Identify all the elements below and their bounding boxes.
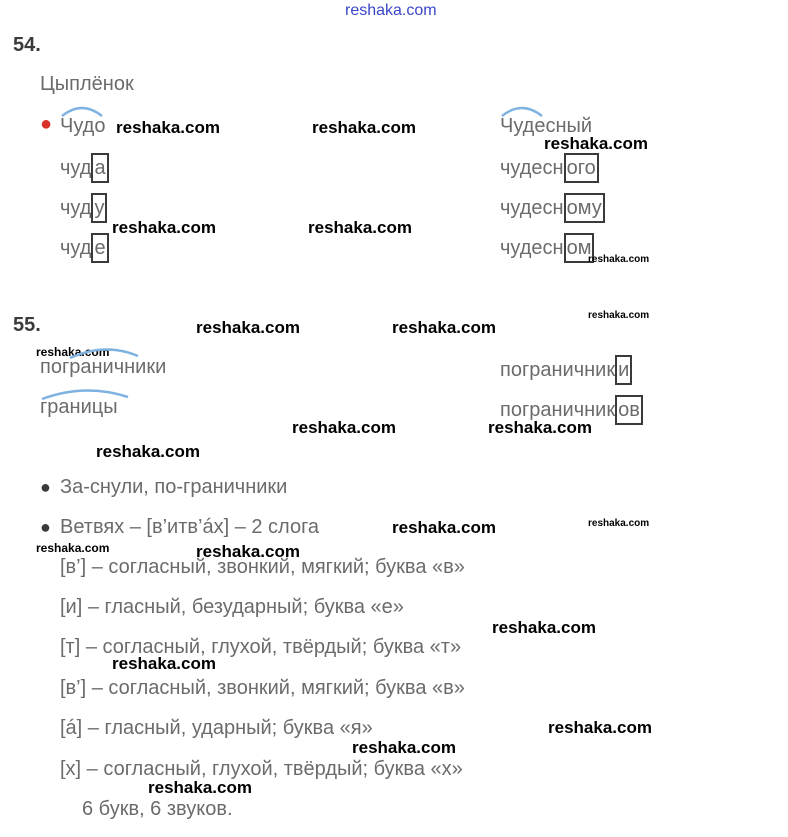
word-right-4: чудесн ом bbox=[500, 233, 594, 263]
syllables-line: За-снули, по-граничники bbox=[60, 476, 288, 498]
phonetic-line-4: [в’] – согласный, звонкий, мягкий; буква «в» bbox=[60, 677, 465, 699]
watermark: reshaka.com bbox=[492, 618, 596, 637]
watermark: reshaka.com bbox=[112, 654, 216, 673]
watermark: reshaka.com bbox=[292, 418, 396, 437]
word-right-1: Чудесный bbox=[500, 115, 593, 137]
watermark: reshaka.com bbox=[196, 318, 300, 337]
watermark: reshaka.com bbox=[352, 738, 456, 757]
ending-box: и bbox=[615, 355, 632, 385]
watermark: reshaka.com bbox=[116, 118, 220, 137]
phonetic-line-2: [и] – гласный, безударный; буква «е» bbox=[60, 596, 404, 618]
bullet-icon: ● bbox=[40, 517, 51, 537]
exercise-54-title: Цыплёнок bbox=[40, 73, 134, 95]
watermark: reshaka.com bbox=[544, 134, 648, 153]
word-right-2: чудесн ого bbox=[500, 153, 599, 183]
ending-box: е bbox=[91, 233, 108, 263]
ending-box: у bbox=[91, 193, 107, 223]
ending-box: ов bbox=[615, 395, 643, 425]
phonetic-title: Ветвях – [в’итв’áх] – 2 слога bbox=[60, 516, 320, 538]
exercise-55-number: 55. bbox=[13, 314, 41, 336]
watermark: reshaka.com bbox=[308, 218, 412, 237]
watermark: reshaka.com bbox=[548, 718, 652, 737]
word-55-right-1: пограничник и bbox=[500, 355, 632, 385]
watermark: reshaka.com bbox=[392, 318, 496, 337]
watermark: reshaka.com bbox=[588, 518, 650, 529]
summary-line: 6 букв, 6 звуков. bbox=[82, 798, 233, 820]
word-55-left-1: пограничники bbox=[40, 356, 167, 378]
ending-box: ом bbox=[564, 233, 595, 263]
ending-box: а bbox=[91, 153, 108, 183]
phonetic-line-1: [в’] – согласный, звонкий, мягкий; буква «в» bbox=[60, 556, 465, 578]
watermark: reshaka.com bbox=[36, 541, 110, 555]
watermark: reshaka.com bbox=[588, 310, 650, 321]
watermark: reshaka.com bbox=[392, 518, 496, 537]
bullet-icon: ● bbox=[40, 477, 51, 497]
watermark: reshaka.com bbox=[196, 542, 300, 561]
ending-box: ого bbox=[564, 153, 599, 183]
bullet-red-icon: ● bbox=[40, 113, 53, 135]
watermark: reshaka.com bbox=[96, 442, 200, 461]
watermark-top: reshaka.com bbox=[345, 2, 437, 19]
word-left-4: чуд е bbox=[60, 233, 109, 263]
word-left-1: Чудо bbox=[60, 115, 106, 137]
watermark: reshaka.com bbox=[312, 118, 416, 137]
word-left-2: чуд а bbox=[60, 153, 109, 183]
watermark: reshaka.com bbox=[148, 778, 252, 797]
phonetic-line-6: [х] – согласный, глухой, твёрдый; буква «х» bbox=[60, 758, 463, 780]
watermark: reshaka.com bbox=[488, 418, 592, 437]
watermark: reshaka.com bbox=[112, 218, 216, 237]
ending-box: ому bbox=[564, 193, 605, 223]
word-55-left-2: границы bbox=[40, 396, 118, 418]
watermark: reshaka.com bbox=[588, 254, 650, 265]
watermark: reshaka.com bbox=[36, 345, 110, 359]
phonetic-line-3: [т] – согласный, глухой, твёрдый; буква «т» bbox=[60, 636, 462, 658]
phonetic-line-5: [á] – гласный, ударный; буква «я» bbox=[60, 717, 373, 739]
word-55-right-2: пограничник ов bbox=[500, 395, 643, 425]
exercise-54-number: 54. bbox=[13, 34, 41, 56]
word-right-3: чудесн ому bbox=[500, 193, 605, 223]
word-left-3: чуд у bbox=[60, 193, 107, 223]
